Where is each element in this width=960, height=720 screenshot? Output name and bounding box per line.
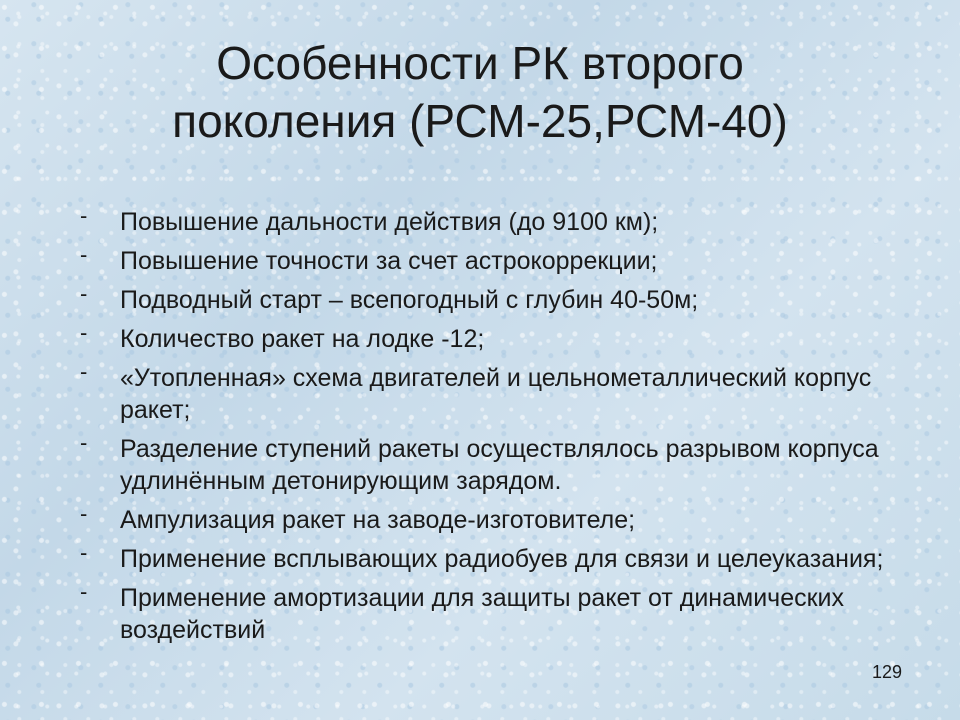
dash-bullet-icon: - [80,242,88,267]
dash-bullet-icon: - [80,501,88,526]
bullet-text: Повышение точности за счет астрокоррекции; [120,247,658,275]
bullet-item [80,579,900,646]
bullet-text: «Утопленная» схема двигателей и цельнометаллический корпус ракет; [120,364,872,424]
bullet-item [80,501,900,536]
bullet-text: Повышение дальности действия (до 9100 км); [120,208,659,236]
bullet-item [80,359,900,426]
bullet-text: Разделение ступений ракеты осуществлялось разрывом корпуса удлинённым детонирующим зарядом. [120,435,879,495]
slide-title-line-2: поколения (РСМ-25,РСМ-40) [172,95,788,147]
bullet-item [80,320,900,355]
bullet-item [80,281,900,316]
bullet-item [80,430,900,497]
bullet-text: Подводный старт – всепогодный с глубин 40-50м; [120,286,699,314]
bullet-item [80,203,900,238]
bullet-list [80,203,900,653]
dash-bullet-icon: - [80,359,88,384]
dash-bullet-icon: - [80,579,88,604]
dash-bullet-icon: - [80,203,88,228]
dash-bullet-icon: - [80,281,88,306]
bullet-text: Применение всплывающих радиобуев для связи и целеуказания; [120,545,884,573]
page-number: 129 [871,662,902,682]
slide-title-line-1: Особенности РК второго [216,37,744,89]
dash-bullet-icon: - [80,540,88,565]
dash-bullet-icon: - [80,430,88,455]
slide-title [40,34,920,150]
bullet-text: Количество ракет на лодке -12; [120,325,485,353]
dash-bullet-icon: - [80,320,88,345]
bullet-item [80,242,900,277]
bullet-item [80,540,900,575]
bullet-text: Ампулизация ракет на заводе-изготовителе; [120,506,636,534]
bullet-text: Применение амортизации для защиты ракет от динамических воздействий [120,584,844,644]
